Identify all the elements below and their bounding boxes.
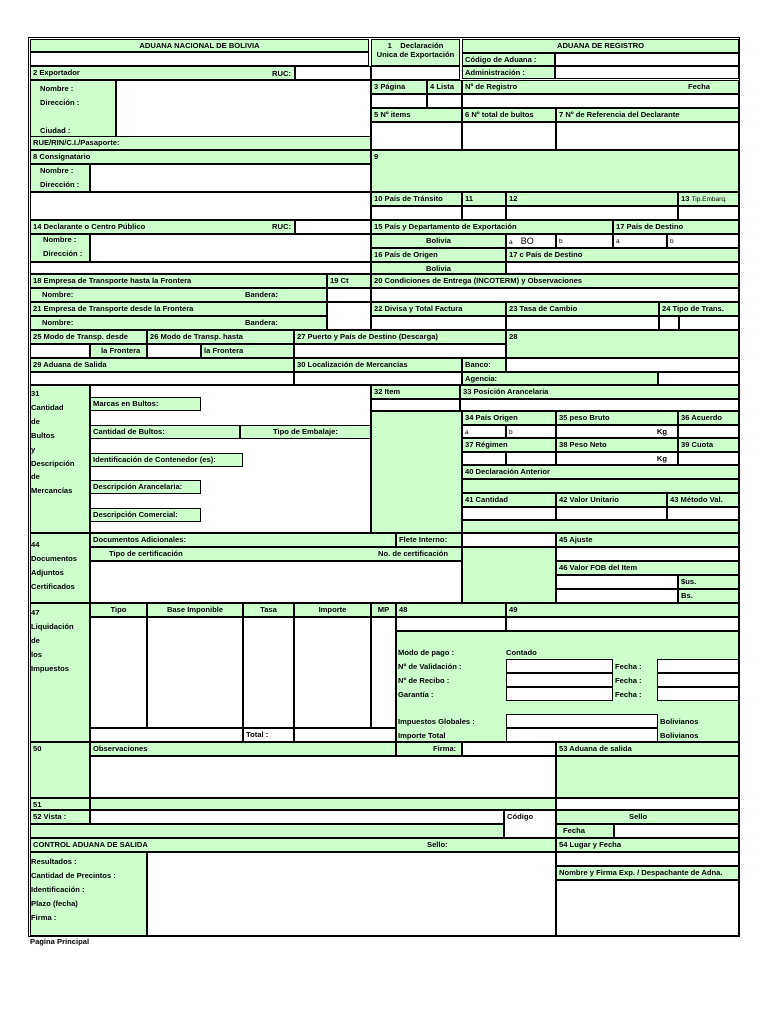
f48-input[interactable] [396,617,506,631]
posicion-input[interactable] [460,399,739,411]
field-22-divisa: 22 Divisa y Total Factura [371,302,506,316]
agencia-input[interactable] [658,372,739,385]
field-41-cantidad: 41 Cantidad [462,493,556,507]
field-6-bultos: 6 Nº total de bultos [462,108,556,122]
garantia-label: Garantía : [398,690,434,699]
f21-row: Nombre: Bandera: [30,316,327,330]
f49-input[interactable] [506,617,739,631]
f18-row: Nombre: Bandera: [30,288,327,302]
control-label-text: Resultados : Cantidad de Precintos : Identificación : Plazo (fecha) Firma : [31,857,116,922]
aduana-salida-area[interactable] [556,756,739,798]
administracion-label: Administración : [462,66,555,79]
cantidad-input[interactable] [462,507,556,520]
field-17c-pais-destino: 17 c País de Destino [506,248,739,262]
export-declaration-form [28,37,740,937]
validacion-label: Nº de Validación : [398,662,462,671]
field-47-text: 47 Liquidación de los Impuestos [31,608,74,673]
ruc-label: RUC: [272,69,291,78]
field-32-item: 32 Item [371,385,460,399]
ajuste-input[interactable] [556,547,739,561]
declarante-extra[interactable] [30,262,371,274]
firma-input[interactable] [462,742,556,756]
rue-label: RUE/RIN/C.I./Pasaporte: [30,136,371,150]
destino-code-a[interactable]: a [613,234,667,248]
recibo-label: Nº de Recibo : [398,676,450,685]
f12-input[interactable] [506,206,678,220]
incoterm-input[interactable] [371,288,739,302]
peso-neto-input[interactable]: Kg [556,452,678,465]
garantia-fecha-label: Fecha : [615,690,642,699]
garantia-fecha-input[interactable] [657,687,739,701]
impuestos-globales-unit: Bolivianos [660,717,699,726]
field-34-pais-origen: 34 País Origen [462,411,556,425]
exportacion-code-b[interactable]: b [556,234,613,248]
col-tasa: Tasa [243,603,294,617]
field-21-empresa-transporte-desde: 21 Empresa de Transporte desde la Frontera [30,302,327,316]
impuestos-globales-label: Impuestos Globales : [398,717,475,726]
form-title: ADUANA NACIONAL DE BOLIVIA [30,39,369,52]
field-39-cuota: 39 Cuota [678,438,739,452]
field-16-pais-origen: 16 País de Origen [371,248,506,262]
field-11: 11 [462,192,506,206]
f44-side-fill [462,547,556,603]
field-27-puerto-destino: 27 Puerto y País de Destino (Descarga) [294,330,506,344]
fecha-label-52: Fecha [556,824,614,838]
banco-input[interactable] [506,358,739,372]
tipo-input[interactable] [90,617,147,728]
field-42-valor-unitario: 42 Valor Unitario [556,493,667,507]
pais-origen-a[interactable]: a [462,425,506,438]
consignatario-label: 8 Consignatario [30,150,371,164]
declarante-ruc-label: RUC: [272,222,291,231]
validacion-input[interactable] [506,659,613,673]
total-input[interactable] [294,728,396,742]
cantidad-bultos-label: Cantidad de Bultos: [90,425,240,439]
peso-bruto-input[interactable]: Kg [556,425,678,438]
modo-pago-value: Contado [506,648,537,657]
field-20-incoterm: 20 Condiciones de Entrega (INCOTERM) y Observaciones [371,274,739,288]
field-3-pagina: 3 Página [371,80,427,94]
f51-input[interactable] [90,798,556,810]
col-importe: Importe [294,603,371,617]
field-7-referencia: 7 Nº de Referencia del Declarante [556,108,739,122]
observaciones-input[interactable] [90,756,556,798]
observaciones-label: Observaciones [90,742,396,756]
field-24-tipo-trans: 24 Tipo de Trans. [659,302,739,316]
field-26-modo-hasta: 26 Modo de Transp. hasta [147,330,294,344]
registro-input[interactable] [462,94,739,108]
bultos-input[interactable] [462,122,556,150]
exportador-ciudad-label: Ciudad : [40,126,71,135]
destino-code-b[interactable]: b [667,234,739,248]
field-45-ajuste: 45 Ajuste [556,533,739,547]
descripcion-comercial-label: Descripción Comercial: [90,508,201,522]
field-31-text: 31 Cantidad de Bultos y Descripción de Mercancías [31,389,75,496]
recibo-fecha-label: Fecha : [615,676,642,685]
fob-sus-input[interactable] [556,575,678,589]
bolivia-value: Bolivia [371,234,506,248]
valor-unitario-input[interactable] [556,507,667,520]
regimen-a[interactable] [462,452,506,465]
divisa-input[interactable] [371,316,506,330]
f11-input[interactable] [462,206,506,220]
modo-hasta-input[interactable] [147,344,201,358]
administracion-input[interactable] [555,66,739,79]
pagina-input[interactable] [371,94,427,108]
validacion-fecha-label: Fecha : [615,662,642,671]
consignatario-extra[interactable] [30,192,371,220]
origen-bolivia-value: Bolivia [371,262,506,274]
bs-label: Bs. [678,589,739,603]
metodo-val-input[interactable] [667,507,739,520]
field-13: 13 Tip.Embarq. [678,192,739,206]
modo-desde-input[interactable] [30,344,90,358]
field-28: 28 [506,330,739,358]
field-23-tasa-cambio: 23 Tasa de Cambio [506,302,659,316]
col-base-imponible: Base Imponible [147,603,243,617]
exportacion-code-a[interactable]: a BO [506,234,556,248]
declarante-direccion-label: Dirección : [43,249,83,258]
tasa-input[interactable] [506,316,659,330]
exportador-nombre-label: Nombre : [40,84,74,93]
pais-destino-input[interactable] [506,262,739,274]
mp-input[interactable] [371,617,396,728]
certificacion-row: Tipo de certificación No. de certificación [90,547,462,561]
base-input[interactable] [147,617,243,728]
sus-label: $us. [678,575,739,589]
field-1-value[interactable] [371,66,460,80]
exportador-direccion-label: Dirección : [40,98,80,107]
field-19-ct: 19 Ct [327,274,371,288]
sello-label: Sello [556,810,739,824]
codigo-box[interactable]: Código [504,810,556,838]
field-14-declarante: 14 Declarante o Centro Público [30,220,295,234]
declarante-ruc-input[interactable] [295,220,371,234]
recibo-input[interactable] [506,673,613,687]
flete-interno-input[interactable] [462,533,556,547]
field-1-declaracion: 1 Declaración Unica de Exportación [371,39,460,66]
referencia-input[interactable] [556,122,739,150]
tipo-trans-input-a[interactable] [659,316,679,330]
items-input[interactable] [371,122,462,150]
flete-interno-label: Flete Interno: [396,533,462,547]
field-18-empresa-transporte: 18 Empresa de Transporte hasta la Frontera [30,274,327,288]
field-37-regimen: 37 Régimen [462,438,556,452]
cuota-input[interactable] [678,452,739,465]
aduana-salida-input[interactable] [30,372,294,385]
impuestos-globales-input[interactable] [506,714,658,728]
footer-label: Pagina Principal [30,937,90,946]
total-blank [90,728,243,742]
certificados-input[interactable] [90,561,462,603]
declarante-input[interactable] [90,234,371,262]
documentos-adicionales-label: Documentos Adicionales: [90,533,396,547]
total-label: Total : [243,728,294,742]
tipo-embalaje-label: Tipo de Embalaje: [240,425,371,439]
importe-total-label: Importe Total [398,731,446,740]
item-input[interactable] [371,399,460,411]
field-33-posicion: 33 Posición Arancelaria [460,385,739,399]
tipo-trans-input-b[interactable] [679,316,739,330]
banco-label: Banco: [462,358,506,372]
field-29-aduana-salida: 29 Aduana de Salida [30,358,294,372]
field-36-acuerdo: 36 Acuerdo [678,411,739,425]
field-40-declaracion-anterior: 40 Declaración Anterior [462,465,739,479]
field-35-peso-bruto: 35 peso Bruto [556,411,678,425]
consignatario-input[interactable] [90,164,371,192]
pais-origen-b[interactable]: b [506,425,556,438]
lugar-fecha-input[interactable] [556,852,739,866]
field-25-modo-desde: 25 Modo de Transp. desde [30,330,147,344]
field-12: 12 [506,192,678,206]
col-mp: MP [371,603,396,617]
importe-total-unit: Bolivianos [660,731,699,740]
field-48: 48 [396,603,506,617]
consignatario-nombre-label: Nombre : [40,166,74,175]
la-frontera-1: la Frontera [90,344,147,358]
control-aduana-salida: CONTROL ADUANA DE SALIDA Sello: [30,838,556,852]
nombre-firma-input[interactable] [556,880,739,936]
validacion-fecha-input[interactable] [657,659,739,673]
lista-input[interactable] [427,94,462,108]
field-10-transito: 10 País de Tránsito [371,192,462,206]
f53-lower[interactable] [556,798,739,810]
nombre-firma-label: Nombre y Firma Exp. / Despachante de Adna. [556,866,739,880]
regimen-b[interactable] [506,452,556,465]
field-9: 9 [371,150,739,192]
field-15-pais-exportacion: 15 País y Departamento de Exportación [371,220,613,234]
garantia-input[interactable] [506,687,613,701]
field-52-vista: 52 Vista : [30,810,90,824]
nro-registro: Nº de Registro Fecha [462,80,739,94]
codigo-aduana-input[interactable] [555,53,739,66]
marcas-label: Marcas en Bultos: [90,397,201,411]
items-side-fill [371,411,462,533]
f13-input[interactable] [678,206,739,220]
la-frontera-2: la Frontera [201,344,294,358]
firma-label: Firma: [396,742,462,756]
acuerdo-input[interactable] [678,425,739,438]
agencia-label: Agencia: [462,372,658,385]
f41-fill [462,520,739,533]
field-44-text: 44 Documentos Adjuntos Certificados [31,540,77,591]
field-50: 50 [30,742,90,798]
aduana-registro: ADUANA DE REGISTRO [462,39,739,53]
fecha-input-52[interactable] [614,824,739,838]
vista-lower [30,824,504,838]
recibo-fecha-input[interactable] [657,673,739,687]
exportador-label: 2 Exportador [30,66,295,80]
vista-input[interactable] [90,810,504,824]
identificacion-contenedor-label: Identificación de Contenedor (es): [90,453,243,467]
field-43-metodo-val: 43 Método Val. [667,493,739,507]
exportador-ruc-input[interactable] [295,66,371,80]
col-tipo: Tipo [90,603,147,617]
consignatario-direccion-label: Dirección : [40,180,80,189]
field-5-items: 5 Nº items [371,108,462,122]
f40-input[interactable] [462,479,739,493]
fob-bs-input[interactable] [556,589,678,603]
field-4-lista: 4 Lista [427,80,462,94]
field-51: 51 [30,798,90,810]
title-blank [30,52,369,66]
field-38-peso-neto: 38 Peso Neto [556,438,678,452]
modo-pago-label: Modo de pago : [398,648,455,657]
control-input[interactable] [147,852,556,936]
codigo-aduana-label: Código de Aduana : [462,53,555,66]
field-49: 49 [506,603,739,617]
field-53-aduana-salida: 53 Aduana de salida [556,742,739,756]
field-30-localizacion: 30 Localización de Mercancías [294,358,462,372]
transito-input[interactable] [371,206,462,220]
puerto-input[interactable] [294,344,506,358]
declarante-nombre-label: Nombre : [43,235,77,244]
field-54-lugar-fecha: 54 Lugar y Fecha [556,838,739,852]
importe-input[interactable] [294,617,371,728]
descripcion-arancelaria-label: Descripción Arancelaria: [90,480,201,494]
field-17-pais-destino: 17 País de Destino [613,220,739,234]
f21-extra[interactable] [327,302,371,330]
field-46-valor-fob: 46 Valor FOB del Item [556,561,739,575]
importe-total-input[interactable] [506,728,658,742]
localizacion-input[interactable] [294,372,462,385]
tasa-input-col[interactable] [243,617,294,728]
ct-input[interactable] [327,288,371,302]
